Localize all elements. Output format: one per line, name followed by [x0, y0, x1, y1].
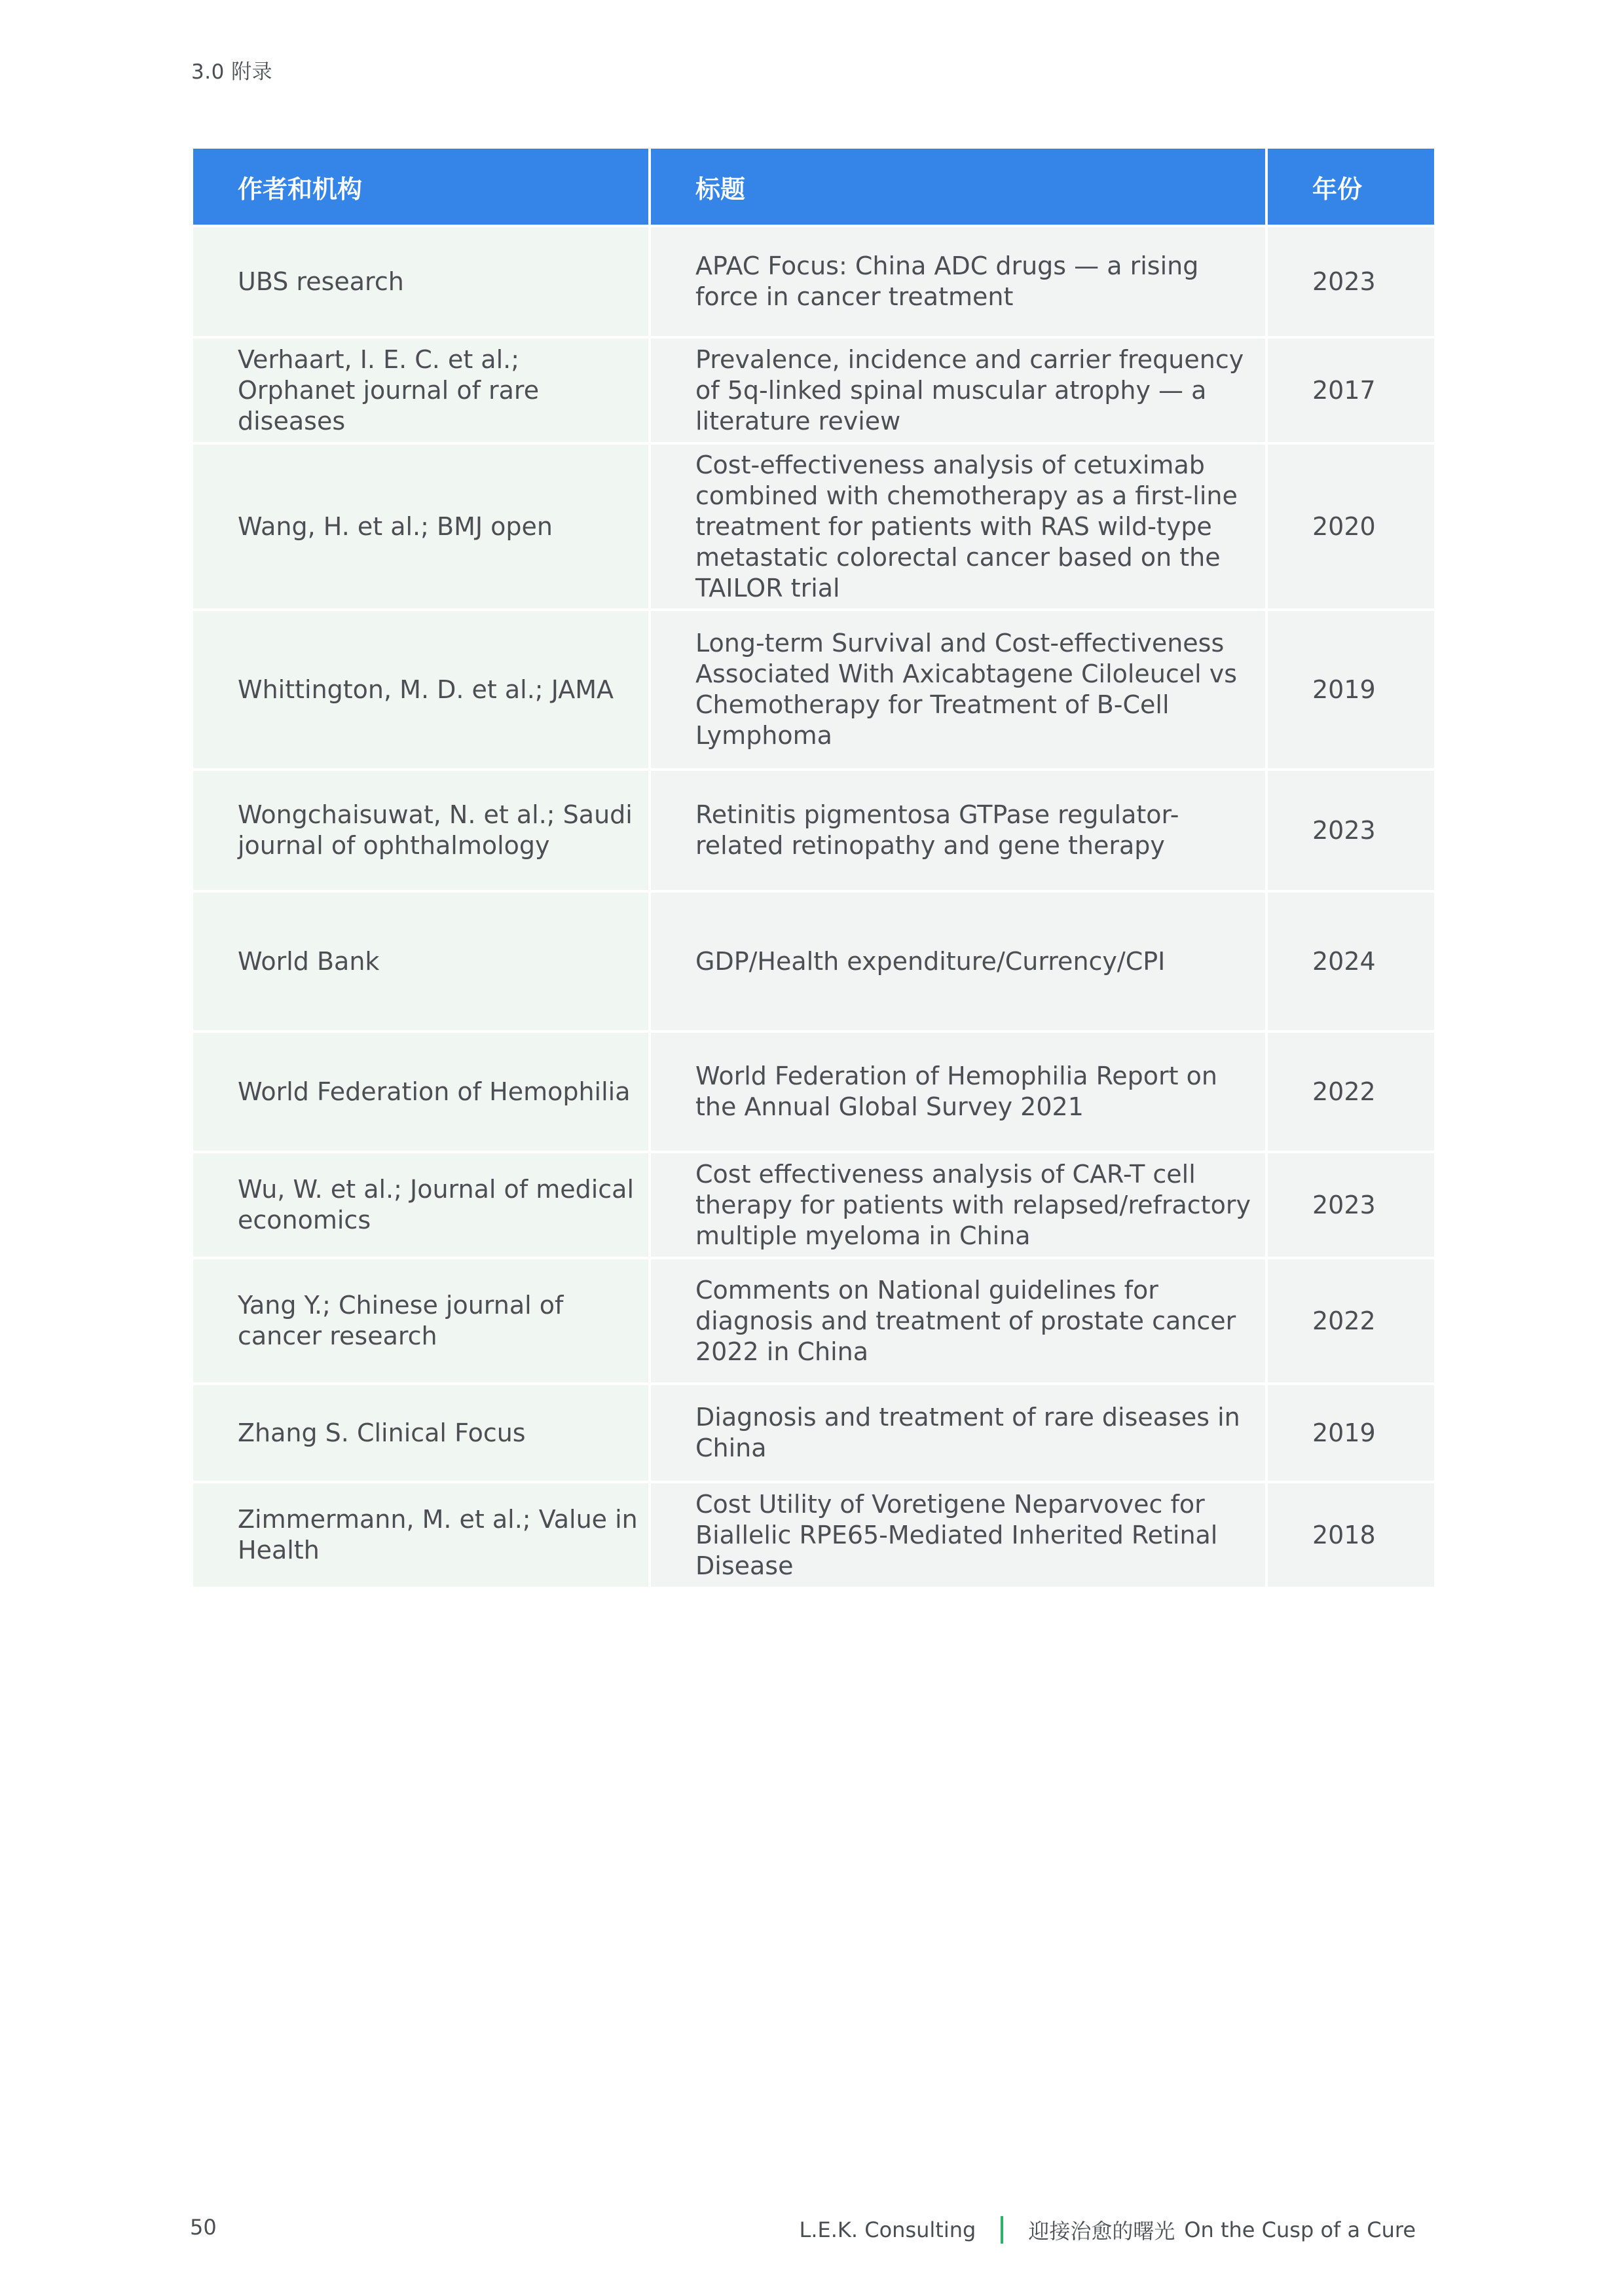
table-header-row — [193, 149, 1434, 225]
title-cell: Prevalence, incidence and carrier frequency of 5q-linked spinal muscular atrophy — a literature review — [651, 339, 1265, 442]
table-body — [193, 227, 1434, 1587]
title-cell: Cost Utility of Voretigene Neparvovec for Biallelic RPE65-Mediated Inherited Retinal Disease — [651, 1483, 1265, 1587]
year-cell: 2022 — [1268, 1259, 1434, 1382]
title-cell: World Federation of Hemophilia Report on the Annual Global Survey 2021 — [651, 1033, 1265, 1151]
footer-title-en: On the Cusp of a Cure — [1184, 2217, 1416, 2242]
year-cell: 2018 — [1268, 1483, 1434, 1587]
year-cell: 2023 — [1268, 1153, 1434, 1257]
title-cell: Comments on National guidelines for diagnosis and treatment of prostate cancer 2022 in China — [651, 1259, 1265, 1382]
column-header-title: 标题 — [651, 149, 1265, 225]
table-row — [193, 1153, 1434, 1257]
title-cell: Retinitis pigmentosa GTPase regulator-related retinopathy and gene therapy — [651, 771, 1265, 890]
table-row — [193, 1385, 1434, 1481]
references-table — [191, 146, 1437, 1589]
table-row — [193, 227, 1434, 336]
author-cell: Verhaart, I. E. C. et al.; Orphanet journal of rare diseases — [193, 339, 648, 442]
title-cell: Cost effectiveness analysis of CAR-T cell therapy for patients with relapsed/refractory multiple myeloma in China — [651, 1153, 1265, 1257]
year-cell: 2020 — [1268, 445, 1434, 608]
table-row — [193, 1033, 1434, 1151]
author-cell: Whittington, M. D. et al.; JAMA — [193, 611, 648, 768]
author-cell: Zhang S. Clinical Focus — [193, 1385, 648, 1481]
author-cell: Wang, H. et al.; BMJ open — [193, 445, 648, 608]
section-label: 3.0 附录 — [191, 60, 273, 84]
author-cell: World Bank — [193, 893, 648, 1030]
table-row — [193, 339, 1434, 442]
year-cell: 2024 — [1268, 893, 1434, 1030]
year-cell: 2019 — [1268, 611, 1434, 768]
author-cell: Wongchaisuwat, N. et al.; Saudi journal of ophthalmology — [193, 771, 648, 890]
title-cell: APAC Focus: China ADC drugs — a rising force in cancer treatment — [651, 227, 1265, 336]
footer-divider — [1001, 2216, 1003, 2244]
year-cell: 2019 — [1268, 1385, 1434, 1481]
table-header — [193, 149, 1434, 225]
table-row — [193, 1259, 1434, 1382]
title-cell: Long-term Survival and Cost-effectiveness Associated With Axicabtagene Ciloleucel vs Chemotherapy for Treatment of B-Cell Lymphoma — [651, 611, 1265, 768]
year-cell: 2017 — [1268, 339, 1434, 442]
title-cell: Diagnosis and treatment of rare diseases in China — [651, 1385, 1265, 1481]
title-cell: GDP/Health expenditure/Currency/CPI — [651, 893, 1265, 1030]
footer-title-cn: 迎接治愈的曙光 — [1028, 2219, 1175, 2244]
column-header-year: 年份 — [1268, 149, 1434, 225]
footer-company: L.E.K. Consulting — [799, 2217, 976, 2242]
author-cell: Zimmermann, M. et al.; Value in Health — [193, 1483, 648, 1587]
author-cell: World Federation of Hemophilia — [193, 1033, 648, 1151]
table-row — [193, 893, 1434, 1030]
table-row — [193, 611, 1434, 768]
author-cell: Yang Y.; Chinese journal of cancer research — [193, 1259, 648, 1382]
year-cell: 2023 — [1268, 771, 1434, 890]
footer-publication — [800, 2215, 1416, 2245]
table-row — [193, 1483, 1434, 1587]
title-cell: Cost-effectiveness analysis of cetuximab combined with chemotherapy as a first-line treatment for patients with RAS wild-type metastatic colorectal cancer based on the TAILOR trial — [651, 445, 1265, 608]
table-row — [193, 445, 1434, 608]
author-cell: Wu, W. et al.; Journal of medical economics — [193, 1153, 648, 1257]
year-cell: 2023 — [1268, 227, 1434, 336]
author-cell: UBS research — [193, 227, 648, 336]
column-header-author: 作者和机构 — [193, 149, 648, 225]
year-cell: 2022 — [1268, 1033, 1434, 1151]
page-number: 50 — [190, 2215, 217, 2240]
table-row — [193, 771, 1434, 890]
